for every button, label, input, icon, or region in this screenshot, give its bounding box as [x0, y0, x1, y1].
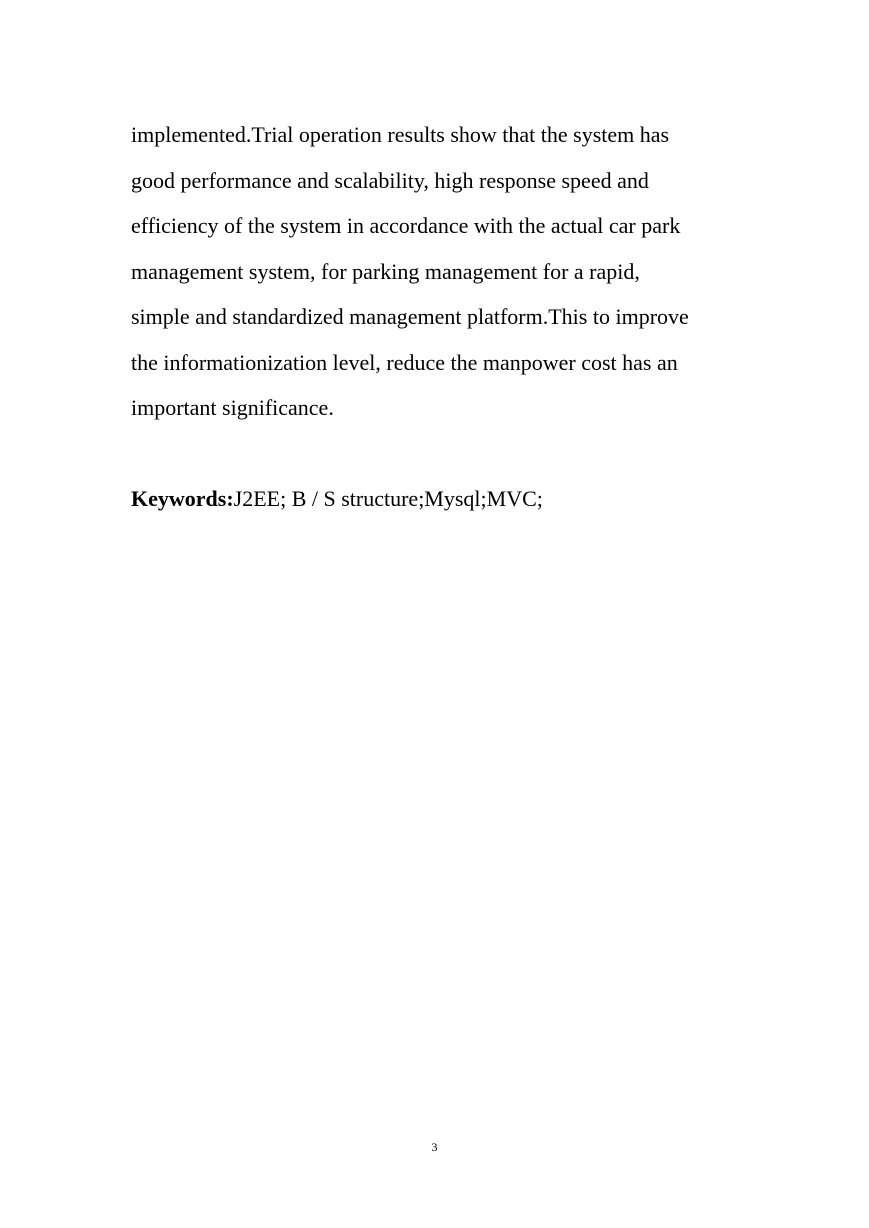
keywords-line: [131, 480, 543, 518]
abstract-line: management system, for parking management for a rapid,: [131, 258, 640, 284]
abstract-line: important significance.: [131, 395, 334, 420]
page-number: 3: [431, 1140, 438, 1154]
keywords-label: Keywords:: [131, 486, 234, 511]
abstract-line: implemented.Trial operation results show that the system has: [131, 122, 670, 147]
keywords-value: J2EE; B / S structure;Mysql;MVC;: [233, 486, 543, 511]
abstract-line: simple and standardized management platform.This to improve: [131, 304, 689, 329]
abstract-line: good performance and scalability, high response speed and: [131, 167, 649, 193]
abstract-paragraph: [131, 112, 771, 431]
abstract-line: efficiency of the system in accordance with the actual car park: [131, 213, 681, 238]
abstract-line: the informationization level, reduce the manpower cost has an: [131, 349, 678, 375]
